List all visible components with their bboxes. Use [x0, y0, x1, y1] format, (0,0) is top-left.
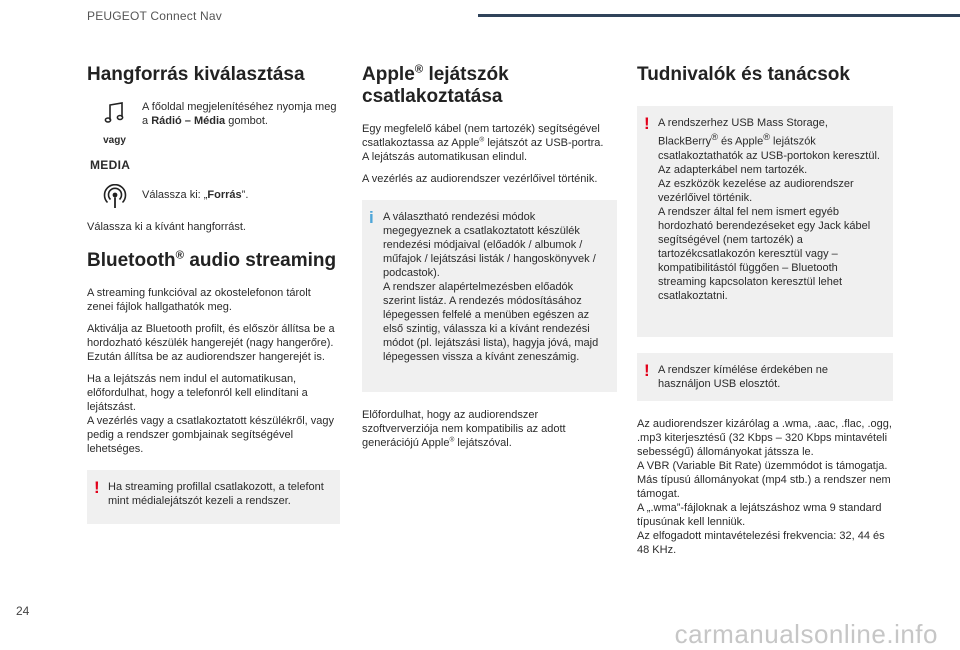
- step-source: [87, 184, 340, 210]
- music-note-icon: [103, 100, 127, 124]
- section-title-apple: Apple® lejátszók csatlakoztatása: [362, 63, 509, 107]
- warning-text: Ha streaming profillal csatlakozott, a telefont mint médialejátszót kezeli a rendszer.: [108, 481, 324, 507]
- step-media-text: A főoldal megjelenítéséhez nyomja meg a Rádió – Média gombot.: [142, 101, 337, 127]
- watermark: carmanualsonline.info: [674, 619, 938, 649]
- apple-paragraph-3: Előfordulhat, hogy az audiorendszer szoftververziója nem kompatibilis az adott generációjú Apple® lejátszóval.: [362, 409, 566, 449]
- section-title-source: Hangforrás kiválasztása: [87, 64, 305, 85]
- header-brand: PEUGEOT Connect Nav: [87, 9, 222, 23]
- formats-paragraph: Az audiorendszer kizárólag a .wma, .aac, .flac, .ogg, .mp3 kiterjesztésű (32 Kbps – 320 Kbps mintavételi sebességű) állományokat játssza le. A VBR (Variable Bit Rate) üzemmódot is támogatja. Más típusú állományokat (mp4 stb.) a rendszer nem támogat. A „.wma”-fájloknak a lejátszáshoz wma 9 standard típusúnak kell lenniük. Az elfogadott mintavételezési frekvencia: 32, 44 és 48 KHz.: [637, 417, 892, 556]
- warning-box-usb: [637, 106, 893, 337]
- warning-box-streaming: [87, 470, 340, 524]
- column-source-selection: [87, 64, 340, 534]
- warning-box-hub: [637, 353, 893, 401]
- warning-hub-text: A rendszer kímélése érdekében ne használjon USB elosztót.: [658, 363, 828, 390]
- step-media-button: [87, 100, 340, 148]
- media-label: MEDIA: [90, 158, 131, 172]
- info-text: A választható rendezési módok megegyeznek a csatlakoztatott készülék rendezési módjaival (előadók / albumok / műfajok / lejátszási listák / hangoskönyvek / podcastok). A rendszer alapértelmezésben előadók szerint listáz. A rendezés módosításához lépegessen felfelé a menüben egészen az első szintig, válassza ki a kívánt rendezési módot (pl. lejátszási lista), hagyja jóvá, majd lépegessen vissza a kívánt zeneszámig.: [383, 211, 599, 363]
- apple-paragraph-1: Egy megfelelő kábel (nem tartozék) segítségével csatlakoztassa az Apple® lejátszót az USB-portra. A lejátszás automatikusan elindul.: [362, 123, 604, 163]
- info-icon: i: [369, 208, 374, 227]
- page-number: 24: [16, 604, 30, 618]
- choose-source-text: Válassza ki a kívánt hangforrást.: [87, 221, 246, 233]
- column-apple: [362, 64, 617, 458]
- warning-usb-text: A rendszerhez USB Mass Storage, BlackBerry® és Apple® lejátszók csatlakoztathatók az USB-portokon keresztül. Az adapterkábel nem tartozék. Az eszközök kezelése az audiorendszer vezérlőivel történik. A rendszer által fel nem ismert egyéb hordozható berendezéseket egy Jack kábel segítségével (nem tartozék) a tartozékcsatlakozón keresztül vagy – kompatibilitástól függően – Bluetooth streaming kapcsolaton keresztül lehet csatlakoztatni.: [658, 117, 880, 302]
- broadcast-source-icon: [102, 184, 128, 210]
- step-source-text: Válassza ki: „Forrás”.: [142, 189, 249, 201]
- warning-icon: !: [644, 360, 650, 380]
- warning-icon: !: [94, 478, 100, 497]
- info-box-sorting: [362, 200, 617, 392]
- header-bar: [478, 14, 960, 17]
- section-title-bluetooth: Bluetooth® audio streaming: [87, 249, 337, 271]
- warning-icon: !: [644, 114, 650, 133]
- or-label: vagy: [103, 135, 126, 146]
- section-title-tips: Tudnivalók és tanácsok: [637, 64, 850, 85]
- bt-paragraph-2: Aktiválja az Bluetooth profilt, és először állítsa be a hordozható készülék hangerejét (nagy hangerőre). Ezután állítsa be az audiorendszer hangerejét is.: [87, 323, 335, 363]
- apple-paragraph-2: A vezérlés az audiorendszer vezérlőivel történik.: [362, 173, 598, 185]
- bt-paragraph-3: Ha a lejátszás nem indul el automatikusan, előfordulhat, hogy a telefonról kell elindítani a lejátszást. A vezérlés vagy a csatlakoztatott készülékről, vagy pedig a rendszer gombjainak segítségével lehetséges.: [87, 373, 335, 455]
- column-tips: [637, 64, 893, 565]
- bt-paragraph-1: A streaming funkcióval az okostelefonon tárolt zenei fájlok hallgathatók meg.: [87, 287, 311, 313]
